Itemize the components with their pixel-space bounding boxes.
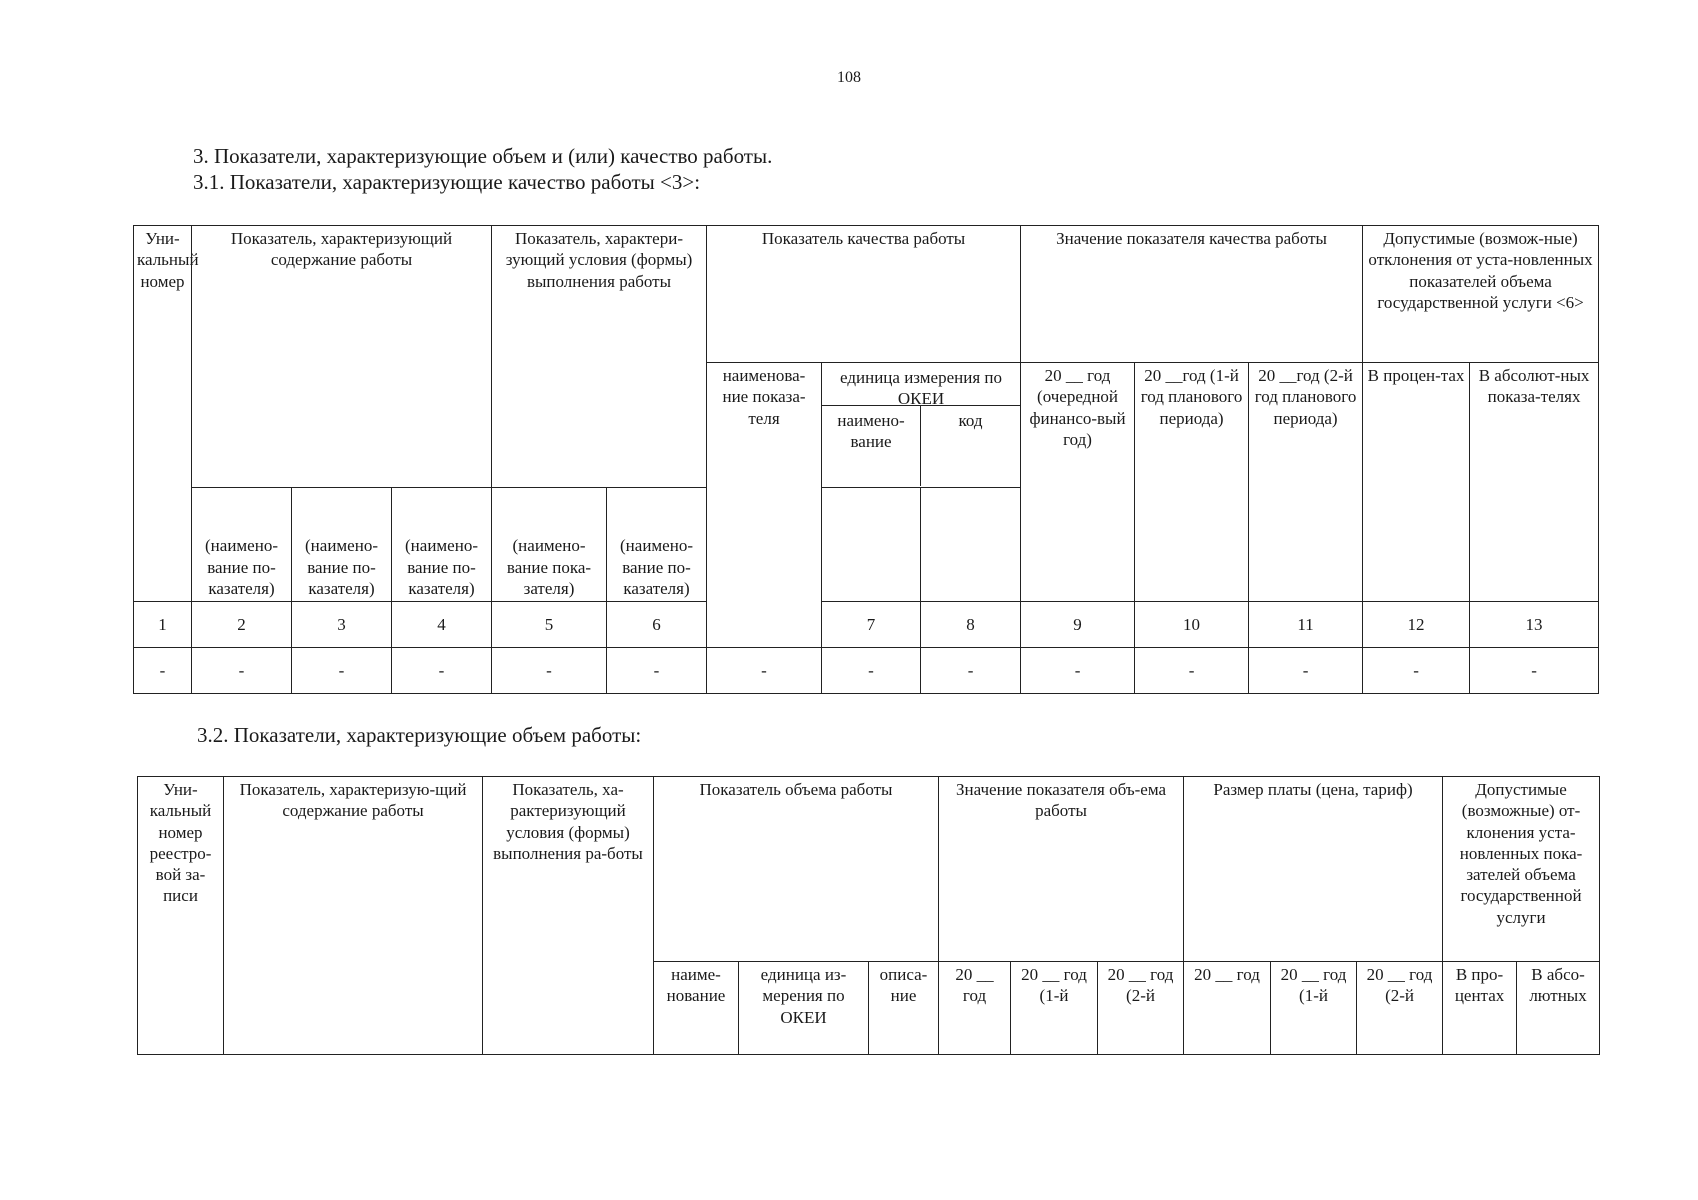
subheader-conditions-name-2: (наимено-вание по-казателя) <box>607 488 707 602</box>
section-3-1-title: 3.1. Показатели, характеризующие качество работы <3>: <box>193 170 701 194</box>
data-cell: - <box>392 648 492 694</box>
unit-okei-label: единица измерения по ОКЕИ <box>822 363 1020 406</box>
column-number-cell: 9 <box>1021 602 1135 648</box>
subheader-conditions-name-1: (наимено-вание пока-зателя) <box>492 488 607 602</box>
header-allowed-deviation: Допустимые (возможные) от-клонения уста-новленных пока-зателей объема государственной услуги <box>1443 777 1600 962</box>
header-work-content: Показатель, характеризую-щий содержание работы <box>224 777 483 1055</box>
header-unit-okei: единица из-мерения по ОКЕИ <box>739 962 869 1055</box>
header-indicator-name: наименова-ние показа-теля <box>707 363 822 648</box>
volume-indicators-table <box>137 776 1600 1055</box>
data-cell: - <box>1363 648 1470 694</box>
data-cell: - <box>1470 648 1599 694</box>
subheader-content-name-3: (наимено-вание по-казателя) <box>392 488 492 602</box>
header-volume-value: Значение показателя объ-ема работы <box>939 777 1184 962</box>
data-cell: - <box>492 648 607 694</box>
data-cell: - <box>134 648 192 694</box>
column-number-cell: 2 <box>192 602 292 648</box>
header-value-year-1: 20 __ год <box>939 962 1011 1055</box>
section-3-title: 3. Показатели, характеризующие объем и (или) качество работы. <box>193 144 773 168</box>
header-work-content: Показатель, характеризующий содержание работы <box>192 226 492 488</box>
header-work-conditions: Показатель, характери-зующий условия (формы) выполнения работы <box>492 226 707 488</box>
header-year-current: 20 __ год (очередной финансо-вый год) <box>1021 363 1135 602</box>
data-cell: - <box>822 648 921 694</box>
quality-indicators-table <box>133 225 1599 694</box>
unit-name-cell <box>822 488 921 602</box>
header-registry-number: Уни-кальный номер реестро-вой за-писи <box>138 777 224 1055</box>
header-year-plan-2: 20 __год (2-й год планового периода) <box>1249 363 1363 602</box>
header-fee-year-2: 20 __ год (1-й <box>1271 962 1357 1055</box>
header-work-conditions: Показатель, ха-рактеризующий условия (формы) выполнения ра-боты <box>483 777 654 1055</box>
data-cell: - <box>921 648 1021 694</box>
column-number-cell: 4 <box>392 602 492 648</box>
subheader-content-name-2: (наимено-вание по-казателя) <box>292 488 392 602</box>
data-cell: - <box>707 648 822 694</box>
header-indicator-name: наиме-нование <box>654 962 739 1055</box>
column-number-cell: 5 <box>492 602 607 648</box>
header-deviation-percent: В про-центах <box>1443 962 1517 1055</box>
header-unit-name: наимено-вание <box>822 406 921 486</box>
header-deviation-absolute: В абсолют-ных показа-телях <box>1470 363 1599 602</box>
header-deviation-absolute: В абсо-лютных <box>1517 962 1600 1055</box>
column-number-cell: 13 <box>1470 602 1599 648</box>
column-number-cell: 1 <box>134 602 192 648</box>
column-number-cell: 3 <box>292 602 392 648</box>
header-unit-code: код <box>958 411 983 430</box>
header-quality-indicator: Показатель качества работы <box>707 226 1021 363</box>
header-description: описа-ние <box>869 962 939 1055</box>
column-number-cell: 10 <box>1135 602 1249 648</box>
header-volume-indicator: Показатель объема работы <box>654 777 939 962</box>
header-unit-okei <box>822 363 1021 488</box>
header-allowed-deviation: Допустимые (возмож-ные) отклонения от уста-новленных показателей объема государственной услуги <6> <box>1363 226 1599 363</box>
column-number-cell: 6 <box>607 602 707 648</box>
header-value-year-3: 20 __ год (2-й <box>1098 962 1184 1055</box>
header-year-plan-1: 20 __год (1-й год планового периода) <box>1135 363 1249 602</box>
header-quality-value: Значение показателя качества работы <box>1021 226 1363 363</box>
data-cell: - <box>292 648 392 694</box>
page-number: 108 <box>837 69 861 86</box>
column-number-cell: 7 <box>822 602 921 648</box>
column-number-cell: 11 <box>1249 602 1363 648</box>
data-cell: - <box>1021 648 1135 694</box>
data-cell: - <box>607 648 707 694</box>
data-cell: - <box>1135 648 1249 694</box>
header-fee-year-3: 20 __ год (2-й <box>1357 962 1443 1055</box>
data-cell: - <box>192 648 292 694</box>
header-unique-number: Уни-кальный номер <box>134 226 192 602</box>
data-cell: - <box>1249 648 1363 694</box>
header-deviation-percent: В процен-тах <box>1363 363 1470 602</box>
column-number-cell: 12 <box>1363 602 1470 648</box>
header-fee-size: Размер платы (цена, тариф) <box>1184 777 1443 962</box>
section-3-2-title: 3.2. Показатели, характеризующие объем работы: <box>197 723 642 747</box>
unit-code-cell <box>921 488 1021 602</box>
subheader-content-name-1: (наимено-вание по-казателя) <box>192 488 292 602</box>
header-fee-year-1: 20 __ год <box>1184 962 1271 1055</box>
column-number-cell: 8 <box>921 602 1021 648</box>
header-value-year-2: 20 __ год (1-й <box>1011 962 1098 1055</box>
